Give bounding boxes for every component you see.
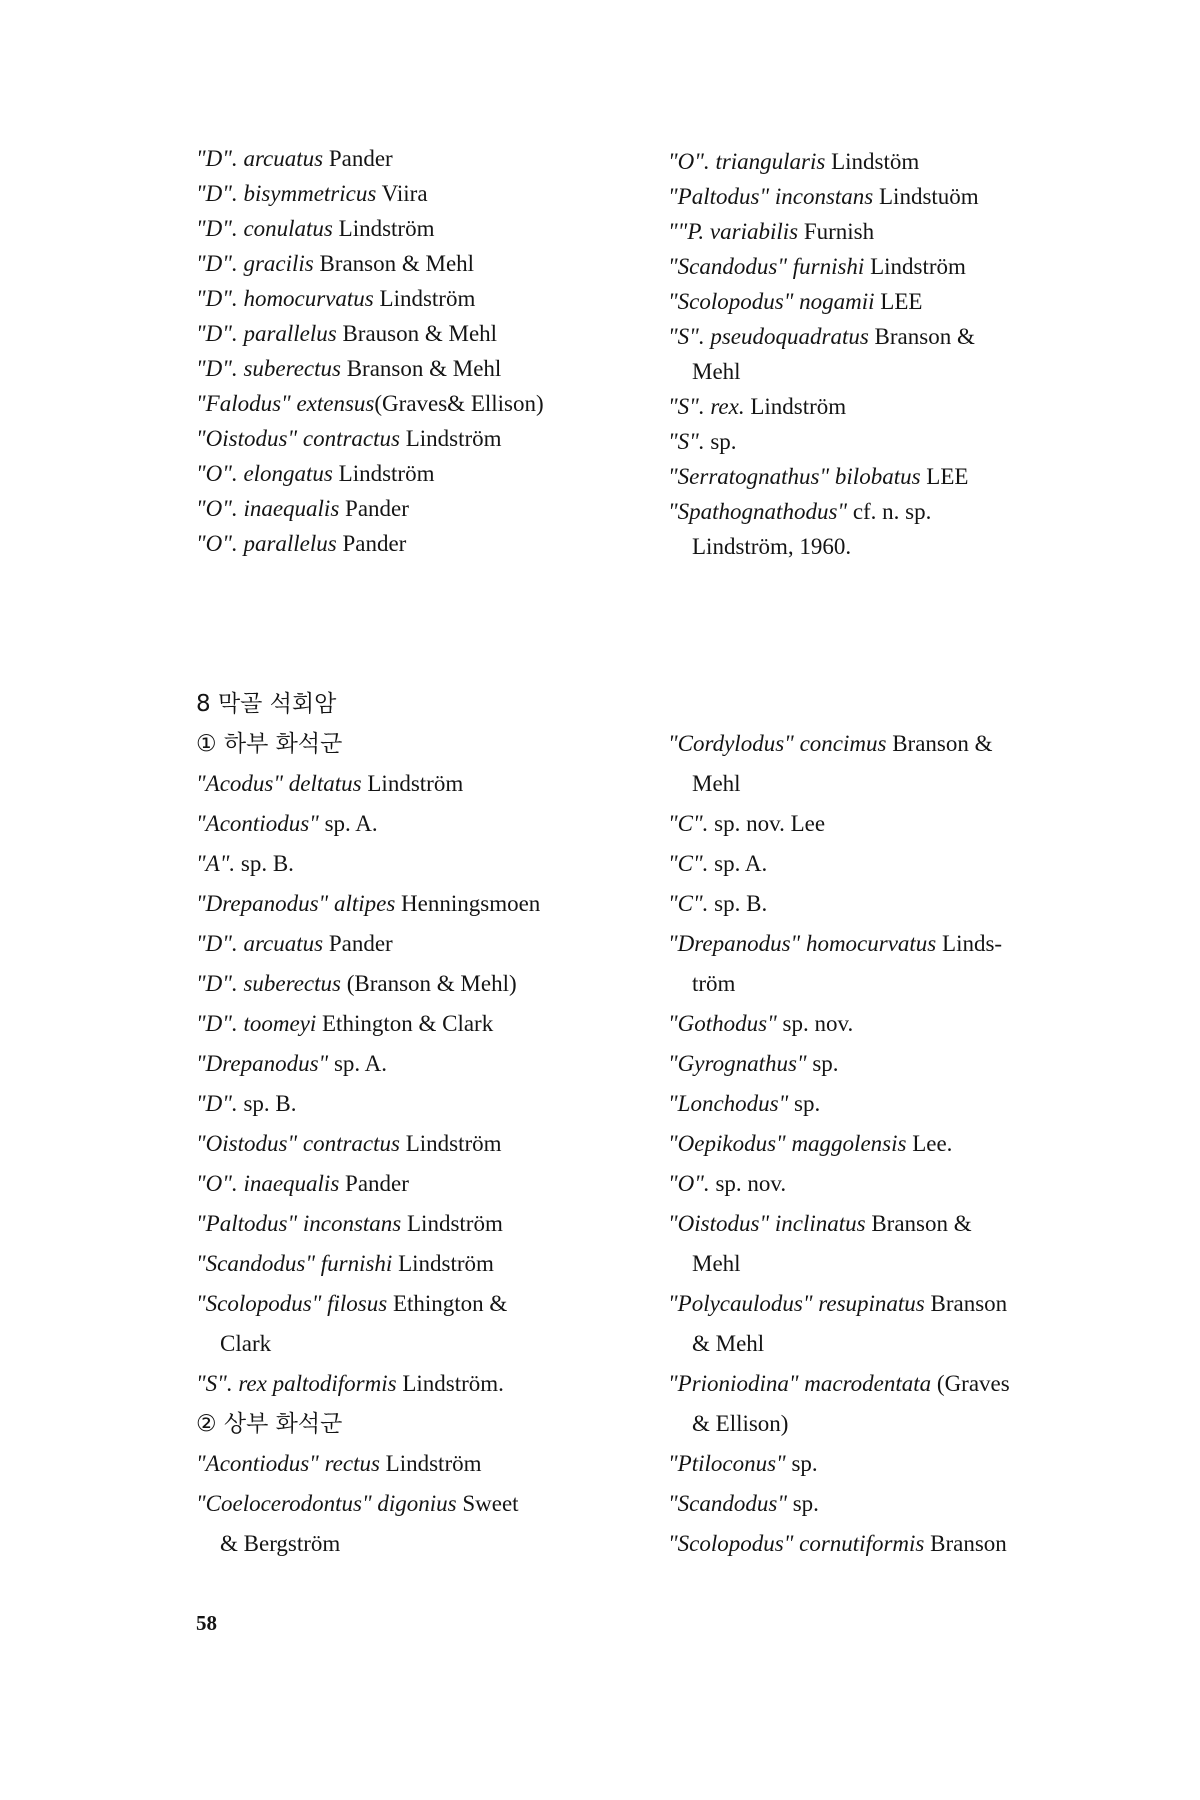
subsection-lower: ① 하부 화석군 bbox=[196, 731, 343, 757]
species-entry: "O". inaequalis Pander bbox=[196, 1171, 409, 1196]
species-entry: "Coelocerodontus" digonius Sweet bbox=[196, 1491, 519, 1516]
species-entry: "Serratognathus" bilobatus LEE bbox=[668, 464, 969, 489]
species-entry: "S". pseudoquadratus Branson & bbox=[668, 324, 975, 349]
species-entry: "D". toomeyi Ethington & Clark bbox=[196, 1011, 494, 1036]
section-title: 8 막골 석회암 bbox=[196, 691, 337, 717]
species-entry: "D". homocurvatus Lindström bbox=[196, 286, 476, 311]
species-entry: "S". rex paltodiformis Lindström. bbox=[196, 1371, 504, 1396]
top-right-column bbox=[668, 148, 1068, 568]
species-entry: "Paltodus" inconstans Lindstuöm bbox=[668, 184, 979, 209]
subsection-upper: ② 상부 화석군 bbox=[196, 1411, 343, 1437]
bottom-right-column bbox=[668, 730, 1068, 1570]
species-entry: ""P. variabilis Furnish bbox=[668, 219, 875, 244]
species-entry: "C". sp. nov. Lee bbox=[668, 811, 826, 836]
species-entry: "Scandodus" sp. bbox=[668, 1491, 819, 1516]
species-entry-continuation: Mehl bbox=[692, 359, 741, 384]
species-entry: "Oistodus" contractus Lindström bbox=[196, 1131, 502, 1156]
bottom-left-column bbox=[196, 690, 636, 1570]
species-entry-continuation: tröm bbox=[692, 971, 736, 996]
species-entry-continuation: Mehl bbox=[692, 771, 741, 796]
species-entry-continuation: Clark bbox=[220, 1331, 272, 1356]
species-entry: "Polycaulodus" resupinatus Branson bbox=[668, 1291, 1008, 1316]
species-entry: "S". sp. bbox=[668, 429, 737, 454]
species-entry: "Oistodus" inclinatus Branson & bbox=[668, 1211, 972, 1236]
species-entry: "D". arcuatus Pander bbox=[196, 146, 393, 171]
species-entry: "Acontiodus" rectus Lindström bbox=[196, 1451, 482, 1476]
species-entry: "D". parallelus Brauson & Mehl bbox=[196, 321, 498, 346]
species-entry: "C". sp. A. bbox=[668, 851, 768, 876]
species-entry: "Spathognathodus" cf. n. sp. bbox=[668, 499, 932, 524]
species-entry: "Scandodus" furnishi Lindström bbox=[668, 254, 966, 279]
species-entry: "Drepanodus" altipes Henningsmoen bbox=[196, 891, 541, 916]
species-entry: "Scolopodus" cornutiformis Branson bbox=[668, 1531, 1007, 1556]
species-entry: "Cordylodus" concimus Branson & bbox=[668, 731, 993, 756]
species-entry: "Lonchodus" sp. bbox=[668, 1091, 821, 1116]
species-entry: "A". sp. B. bbox=[196, 851, 294, 876]
species-entry: "D". sp. B. bbox=[196, 1091, 297, 1116]
species-entry: "Drepanodus" sp. A. bbox=[196, 1051, 387, 1076]
species-entry-continuation: & Mehl bbox=[692, 1331, 765, 1356]
species-entry: "O". sp. nov. bbox=[668, 1171, 787, 1196]
species-entry: "Gothodus" sp. nov. bbox=[668, 1011, 854, 1036]
species-entry: "D". conulatus Lindström bbox=[196, 216, 435, 241]
species-entry: "Oepikodus" maggolensis Lee. bbox=[668, 1131, 953, 1156]
species-entry: "Scandodus" furnishi Lindström bbox=[196, 1251, 494, 1276]
species-entry: "D". arcuatus Pander bbox=[196, 931, 393, 956]
species-entry: "Drepanodus" homocurvatus Linds- bbox=[668, 931, 1003, 956]
top-left-column bbox=[196, 145, 636, 565]
species-entry: "S". rex. Lindström bbox=[668, 394, 847, 419]
species-entry: "Scolopodus" filosus Ethington & bbox=[196, 1291, 508, 1316]
species-entry: "O". triangularis Lindstöm bbox=[668, 149, 920, 174]
species-entry: "Paltodus" inconstans Lindström bbox=[196, 1211, 503, 1236]
species-entry: "O". parallelus Pander bbox=[196, 531, 407, 556]
species-entry: "Acodus" deltatus Lindström bbox=[196, 771, 464, 796]
species-entry: "Acontiodus" sp. A. bbox=[196, 811, 378, 836]
species-entry: "D". suberectus (Branson & Mehl) bbox=[196, 971, 517, 996]
species-entry-continuation: Lindström, 1960. bbox=[692, 534, 852, 559]
species-entry: "Prioniodina" macrodentata (Graves bbox=[668, 1371, 1010, 1396]
species-entry: "Scolopodus" nogamii LEE bbox=[668, 289, 923, 314]
page-number: 58 bbox=[196, 1611, 217, 1635]
species-entry: "Gyrognathus" sp. bbox=[668, 1051, 839, 1076]
species-entry: "D". suberectus Branson & Mehl bbox=[196, 356, 502, 381]
species-entry-continuation: & Bergström bbox=[220, 1531, 341, 1556]
species-entry: "D". bisymmetricus Viira bbox=[196, 181, 428, 206]
species-entry: "Oistodus" contractus Lindström bbox=[196, 426, 502, 451]
species-entry-continuation: & Ellison) bbox=[692, 1411, 789, 1436]
species-entry-continuation: Mehl bbox=[692, 1251, 741, 1276]
species-entry: "Ptiloconus" sp. bbox=[668, 1451, 818, 1476]
species-entry: "O". inaequalis Pander bbox=[196, 496, 409, 521]
species-entry: "O". elongatus Lindström bbox=[196, 461, 435, 486]
species-entry: "Falodus" extensus(Graves& Ellison) bbox=[196, 391, 544, 416]
species-entry: "C". sp. B. bbox=[668, 891, 768, 916]
species-entry: "D". gracilis Branson & Mehl bbox=[196, 251, 475, 276]
